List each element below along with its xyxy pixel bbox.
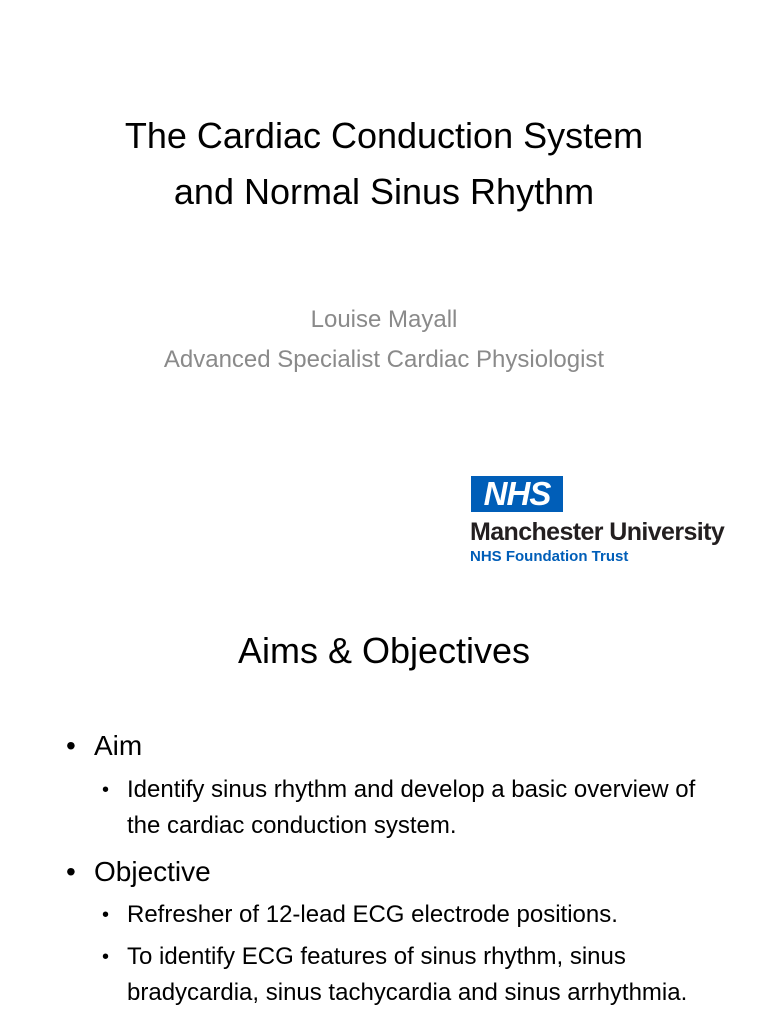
bullet-objective: [66, 854, 211, 890]
bullet-marker: •: [102, 904, 110, 926]
presenter-role: Advanced Specialist Cardiac Physiologist: [163, 346, 605, 373]
bullet-aim: [66, 728, 142, 764]
sub-bullet: [102, 897, 722, 933]
slide-title: Aims & Objectives: [237, 630, 531, 671]
title-line-2: and Normal Sinus Rhythm: [173, 171, 595, 212]
bullet-objective-label: Objective: [94, 856, 211, 887]
presenter-info: [0, 300, 768, 380]
aims-objectives-slide: [0, 590, 768, 1024]
organisation-name: Manchester University: [470, 518, 725, 546]
presentation-title: [0, 108, 768, 220]
bullet-marker: •: [102, 946, 110, 968]
bullet-marker: •: [102, 779, 110, 801]
sub-bullet-text: To identify ECG features of sinus rhythm, sinus bradycardia, sinus tachycardia and sinus arrhythmia.: [127, 943, 688, 1006]
nhs-logo: [470, 476, 760, 570]
sub-bullet: [102, 772, 722, 844]
sub-bullet-text: Identify sinus rhythm and develop a basic overview of the cardiac conduction system.: [127, 776, 696, 839]
sub-bullet: [102, 939, 722, 1011]
nhs-badge: NHS: [471, 476, 563, 512]
presenter-name: Louise Mayall: [310, 306, 458, 333]
bullet-aim-label: Aim: [94, 730, 143, 761]
sub-bullet-text: Refresher of 12-lead ECG electrode positions.: [127, 901, 618, 928]
bullet-marker: •: [66, 730, 76, 761]
trust-name: NHS Foundation Trust: [470, 548, 629, 565]
bullet-marker: •: [66, 856, 76, 887]
title-line-1: The Cardiac Conduction System: [124, 115, 644, 156]
